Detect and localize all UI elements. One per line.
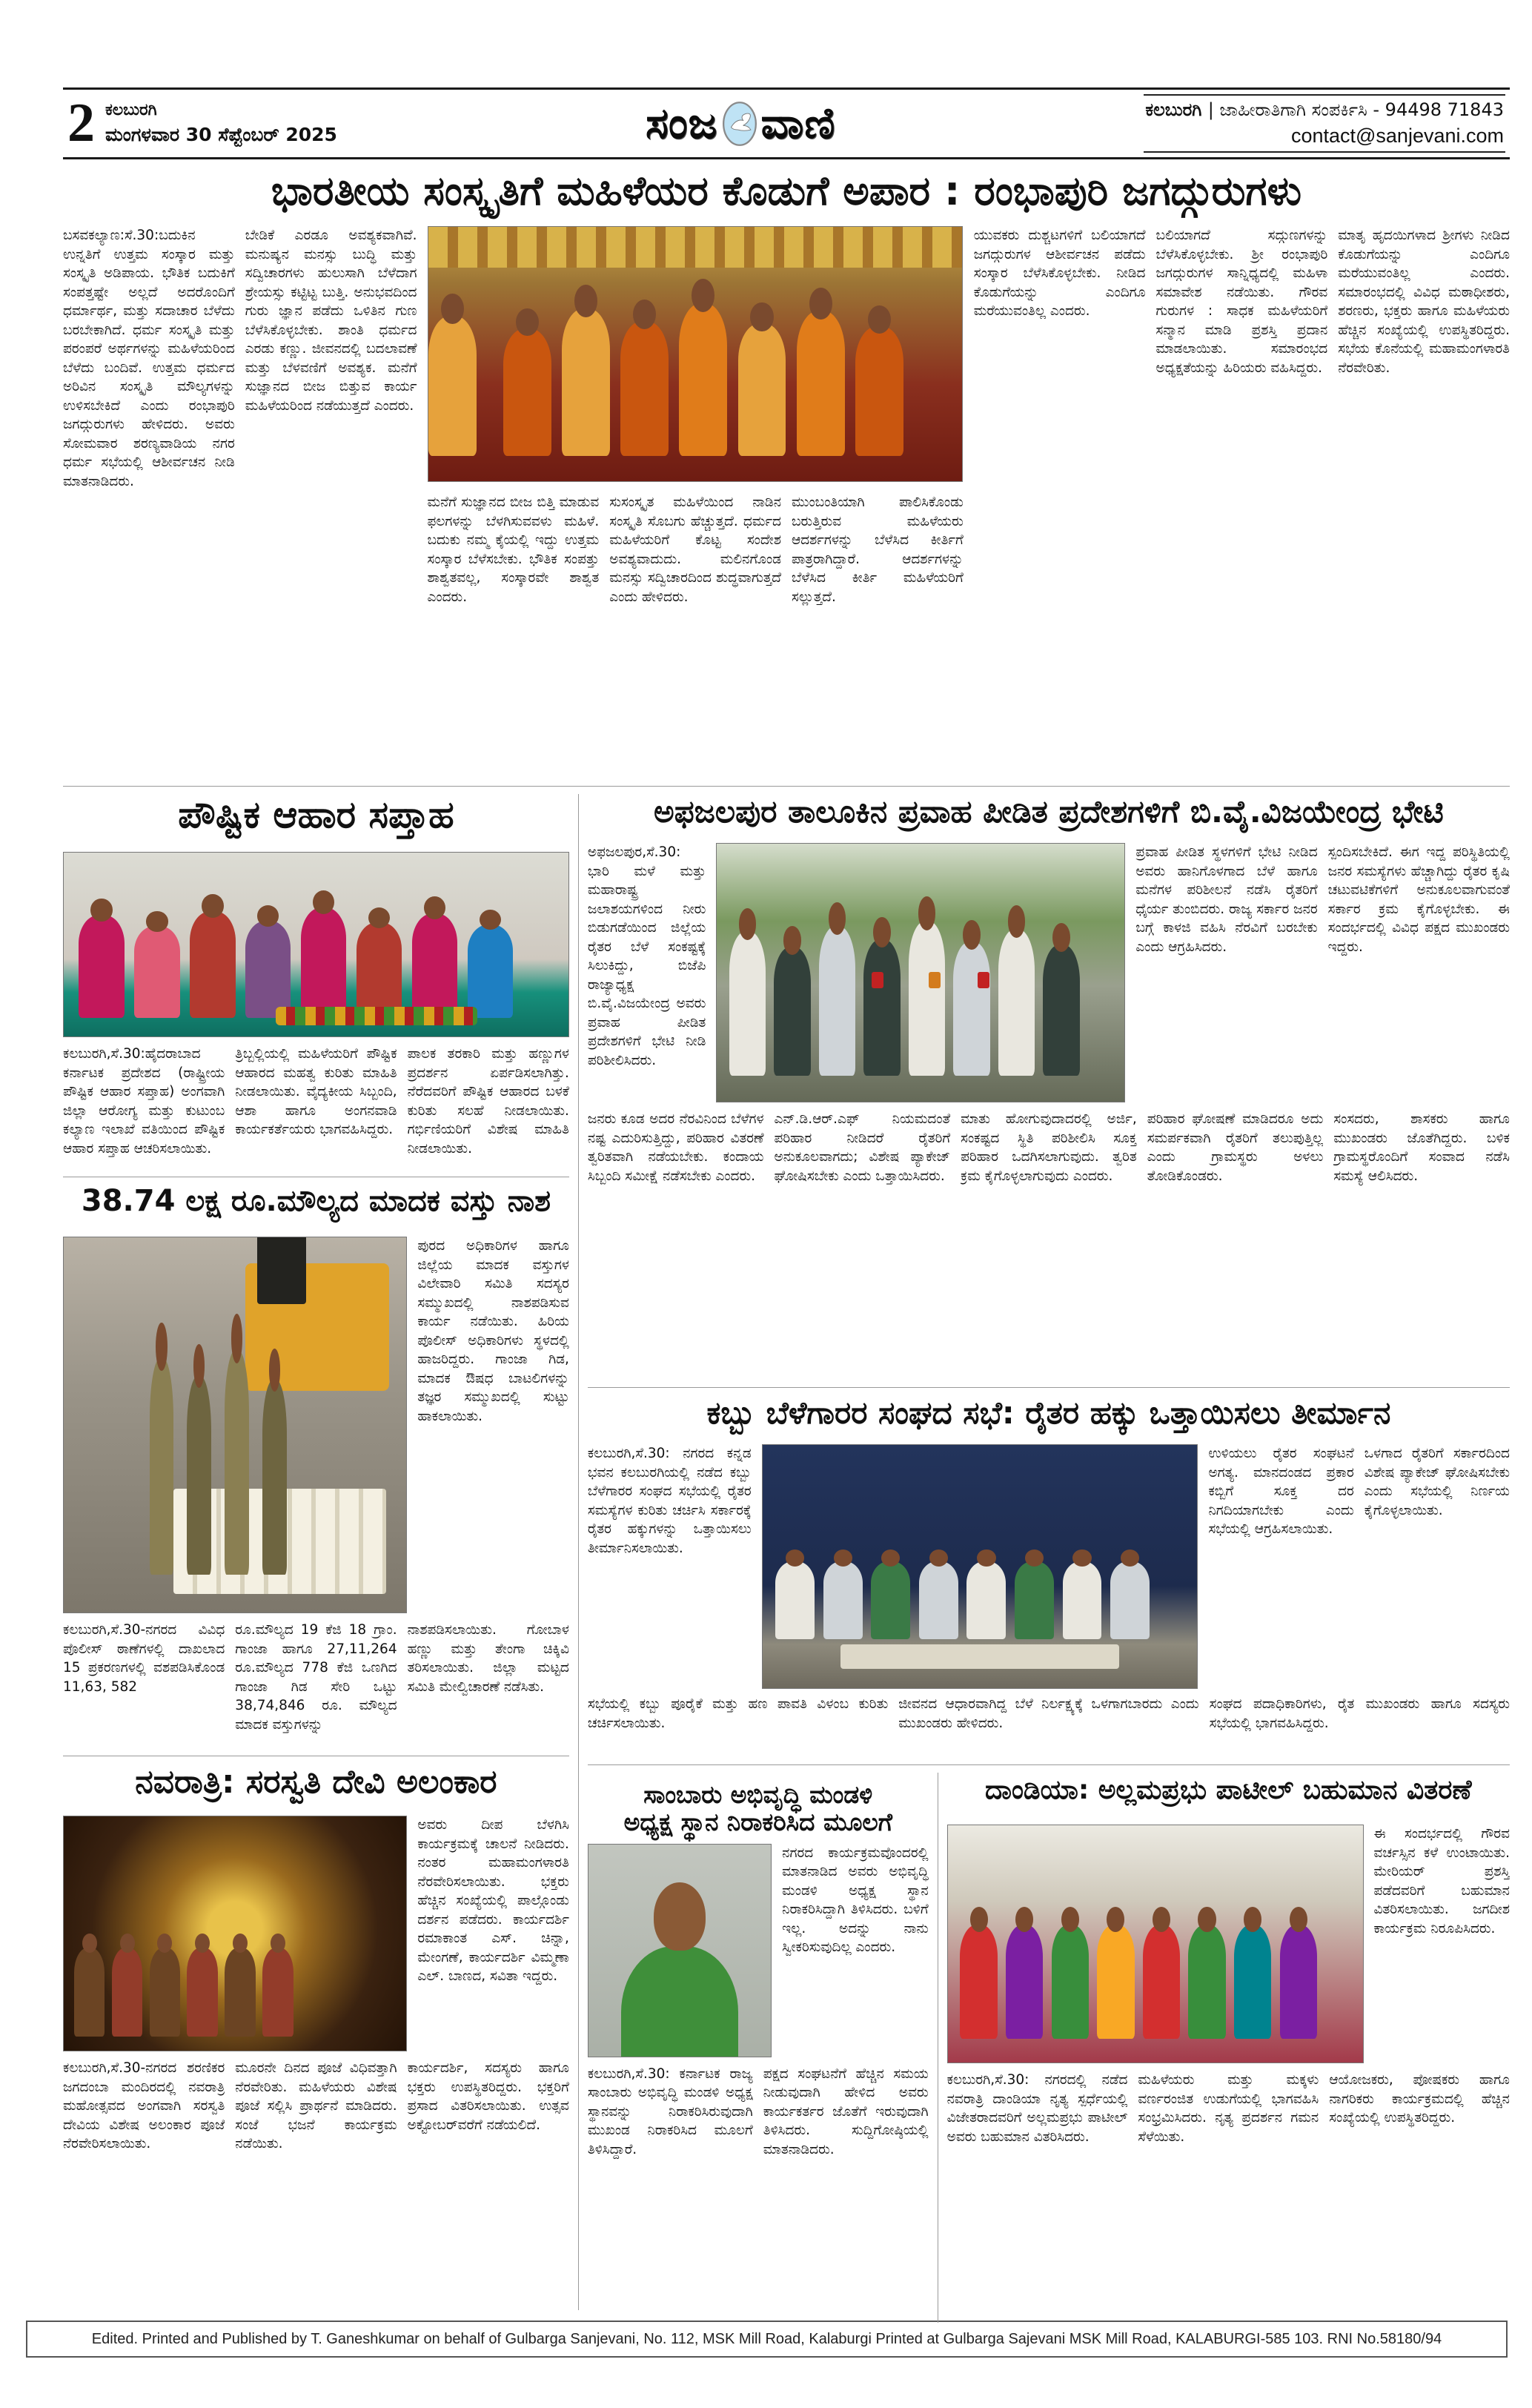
drugs-columns (63, 1621, 569, 1748)
article-column: ಬಸವಕಲ್ಯಾಣ:ಸೆ.30:ಬದುಕಿನ ಉನ್ನತಿಗೆ ಉತ್ತಮ ಸಂಸ್ಕಾರ ಮತ್ತು ಸಂಸ್ಕೃತಿ ಅಡಿಪಾಯ. ಭೌತಿಕ ಬದುಕಿಗೆ ಸಂಪತ್ತಷ್ಟೇ ಅಲ್ಲದೆ ಅದರೊಂದಿಗೆ ಧರ್ಮಾರ್ಥ, ಮತ್ತು ಸದಾಚಾರ ಬೆಳೆದು ಬರಬೇಕಾಗಿದೆ. ಧರ್ಮ ಸಂಸ್ಕೃತಿ ಮತ್ತು ಪರಂಪರೆ ಅರ್ಥಗಳನ್ನು ಮಹಿಳೆಯರಿಂದ ಬೆಳೆದು ಬಂದಿವೆ. ಉತ್ತಮ ಧರ್ಮದ ಅರಿವಿನ ಸಂಸ್ಕೃತಿ ಮೌಲ್ಯಗಳನ್ನು ಉಳಿಸಬೇಕಿದೆ ಎಂದು ರಂಭಾಪುರಿ ಜಗದ್ಗುರುಗಳು ಹೇಳಿದರು. ಅವರು ಸೋಮವಾರ ಶರಣ್ಯವಾಡಿಯ ನಗರ ಧರ್ಮ ಸಭೆಯಲ್ಲಿ ಆಶೀರ್ವಚನ ನೀಡಿ ಮಾತನಾಡಿದರು. (63, 228, 235, 489)
person-figure (503, 328, 551, 456)
drugs-photo (63, 1237, 407, 1613)
article-column: ಸಂಸದರು, ಶಾಸಕರು ಹಾಗೂ ಮುಖಂಡರು ಜೊತೆಗಿದ್ದರು. ಬಳಿಕ ಗ್ರಾಮಸ್ಥರೊಂದಿಗೆ ಸಂವಾದ ನಡೆಸಿ ಸಮಸ್ಯೆ ಆಲಿಸಿದರು. (1333, 1111, 1510, 1184)
flood-photo-row (588, 843, 1510, 1102)
article-column: ಕಲಬುರಗಿ,ಸೆ.30-ನಗರದ ವಿವಿಧ ಪೊಲೀಸ್ ಠಾಣೆಗಳಲ್ಲಿ ದಾಖಲಾದ 15 ಪ್ರಕರಣಗಳಲ್ಲಿ ವಶಪಡಿಸಿಕೊಂಡ 11,63, 582 (63, 1622, 225, 1695)
dancer-figure (1006, 1925, 1043, 2039)
article-column: ಮಾತೃ ಹೃದಯಿಗಳಾದ ಶ್ರೀಗಳು ನೀಡಿದ ಕೊಡುಗೆಯನ್ನು ಎಂದಿಗೂ ಮರೆಯುವಂತಿಲ್ಲ ಎಂದರು. ಸಮಾರಂಭದಲ್ಲಿ ವಿವಿಧ ಮಠಾಧೀಶರು, ಶರಣರು, ಭಕ್ತರು ಹಾಗೂ ಮಹಿಳೆಯರು ಹೆಚ್ಚಿನ ಸಂಖ್ಯೆಯಲ್ಲಿ ಉಪಸ್ಥಿತರಿದ್ದರು. ಸಭೆಯ ಕೊನೆಯಲ್ಲಿ ಮಹಾಮಂಗಳಾರತಿ ನೆರವೇರಿತು. (1338, 228, 1510, 376)
spice-columns (588, 2065, 929, 2277)
edition-date: ಮಂಗಳವಾರ 30 ಸೆಪ್ಟೆಂಬರ್ 2025 (105, 124, 337, 145)
dandiya-photo (947, 1825, 1364, 2063)
attendee-figure (871, 1561, 910, 1639)
section-divider (588, 1387, 1510, 1388)
navaratri-headline: ನವರಾತ್ರಿ: ಸರಸ್ವತಿ ದೇವಿ ಅಲಂಕಾರ (135, 1763, 497, 1801)
article-column: ಪಾಲಕ ತರಕಾರಿ ಮತ್ತು ಹಣ್ಣುಗಳ ಪ್ರದರ್ಶನ ಏರ್ಪಡಿಸಲಾಗಿತ್ತು. ನೆರೆದವರಿಗೆ ಪೌಷ್ಟಿಕ ಆಹಾರದ ಬಳಕೆ ಕುರಿತು ಸಲಹೆ ನೀಡಲಾಯಿತು. ಗರ್ಭಿಣಿಯರಿಗೆ ವಿಶೇಷ ಮಾಹಿತಿ ನೀಡಲಾಯಿತು. (407, 1046, 569, 1157)
page-header (63, 87, 1510, 159)
devotee-figure (150, 1948, 181, 2037)
person-figure (468, 924, 513, 1018)
devotee-figure (187, 1948, 218, 2037)
article-column: ಜನರು ಕೂಡ ಅದರ ನೆರವಿನಿಂದ ಬೆಳೆಗಳ ನಷ್ಟ ಎದುರಿಸುತ್ತಿದ್ದು, ಪರಿಹಾರ ವಿತರಣೆ ತ್ವರಿತವಾಗಿ ನಡೆಯಬೇಕು. ಕಂದಾಯ ಸಿಬ್ಬಂದಿ ಸಮೀಕ್ಷೆ ನಡೆಸಬೇಕು ಎಂದರು. (587, 1111, 764, 1184)
article-column: ಬಲಿಯಾಗದೆ ಸದ್ಗುಣಗಳನ್ನು ಬೆಳೆಸಿಕೊಳ್ಳಬೇಕು. ಶ್ರೀ ರಂಭಾಪುರಿ ಜಗದ್ಗುರುಗಳ ಸಾನ್ನಿಧ್ಯದಲ್ಲಿ ಮಹಿಳಾ ಸಮಾವೇಶ ನಡೆಯಿತು. ಗೌರವ ಗುರುಗಳ : ಸಾಧಕ ಮಹಿಳೆಯರಿಗೆ ಸನ್ಮಾನ ಮಾಡಿ ಪ್ರಶಸ್ತಿ ಪ್ರದಾನ ಮಾಡಲಾಯಿತು. ಸಮಾರಂಭದ ಅಧ್ಯಕ್ಷತೆಯನ್ನು ಹಿರಿಯರು ವಹಿಸಿದ್ದರು. (1155, 228, 1328, 376)
person-figure (134, 926, 179, 1018)
right-column-stack (578, 794, 1510, 2310)
article-column: ಸುಸಂಸ್ಕೃತ ಮಹಿಳೆಯಿಂದ ನಾಡಿನ ಸಂಸ್ಕೃತಿ ಸೊಬಗು ಹೆಚ್ಚುತ್ತದೆ. ಧರ್ಮದ ಮಹಿಳೆಯರಿಗೆ ಕೊಟ್ಟ ಸಂದೇಶ ಅವಶ್ಯವಾದುದು. ಮಲಿನಗೊಂಡ ಮನಸ್ಸು ಸದ್ವಿಚಾರದಿಂದ ಶುದ್ಧವಾಗುತ್ತದೆ ಎಂದು ಹೇಳಿದರು. (609, 494, 781, 605)
spice-photo-row (588, 1844, 929, 2057)
article-column: ಸಂಘದ ಪದಾಧಿಕಾರಿಗಳು, ರೈತ ಮುಖಂಡರು ಹಾಗೂ ಸದಸ್ಯರು ಸಭೆಯಲ್ಲಿ ಭಾಗವಹಿಸಿದ್ದರು. (1209, 1696, 1510, 1731)
nutrition-columns (63, 1045, 569, 1169)
leader-figure (909, 921, 946, 1076)
nutrition-photo (63, 852, 569, 1037)
portrait-figure (621, 1946, 738, 2057)
sugarcane-columns (588, 1695, 1510, 1757)
jcb-excavator (245, 1263, 389, 1391)
left-column-stack (63, 794, 578, 2310)
attendee-figure (775, 1561, 815, 1639)
dancer-figure (960, 1925, 997, 2039)
nutrition-article (63, 794, 569, 1169)
article-column: ಮಹಿಳೆಯರು ಮತ್ತು ಮಕ್ಕಳು ವರ್ಣರಂಜಿತ ಉಡುಗೆಯಲ್ಲಿ ಭಾಗವಹಿಸಿ ಸಂಭ್ರಮಿಸಿದರು. ನೃತ್ಯ ಪ್ರದರ್ಶನ ಗಮನ ಸೆಳೆಯಿತು. (1138, 2072, 1319, 2145)
dancer-figure (1280, 1925, 1317, 2039)
bottom-right-band (588, 1773, 1510, 2323)
microphone-icon (872, 972, 883, 988)
person-figure (190, 911, 235, 1018)
devotee-figure (225, 1948, 256, 2037)
sugarcane-headline: ಕಬ್ಬು ಬೆಳೆಗಾರರ ಸಂಘದ ಸಭೆ: ರೈತರ ಹಕ್ಕು ಒತ್ತಾಯಿಸಲು ತೀರ್ಮಾನ (706, 1395, 1391, 1431)
attendee-figure (823, 1561, 863, 1639)
vegetable-table (276, 1007, 477, 1025)
article-column: ಸ್ಪಂದಿಸಬೇಕಿದೆ. ಈಗ ಇದ್ದ ಪರಿಸ್ಥಿತಿಯಲ್ಲಿ ಜನರ ಸಮಸ್ಯೆಗಳು ಹೆಚ್ಚಾಗಿದ್ದು ರೈತರ ಕೃಷಿ ಚಟುವಟಿಕೆಗಳಿಗೆ ಅನುಕೂಲವಾಗುವಂತೆ ಸರ್ಕಾರ ಕ್ರಮ ಕೈಗೊಳ್ಳಬೇಕು. ಈ ಸಂದರ್ಭದಲ್ಲಿ ವಿವಿಧ ಪಕ್ಷದ ಮುಖಂಡರು ಇದ್ದರು. (1327, 844, 1510, 955)
person-figure (412, 913, 457, 1018)
drugs-photo-row (63, 1237, 569, 1613)
article-column: ಮಾತು ಹೋಗುವುದಾದರಲ್ಲಿ ಅರ್ಜಿ, ಸಂಕಷ್ಟದ ಸ್ಥಿತಿ ಪರಿಶೀಲಿಸಿ ಸೂಕ್ತ ಪರಿಹಾರ ಒದಗಿಸಲಾಗುವುದು. ತ್ವರಿತ ಕ್ರಮ ಕೈಗೊಳ್ಳಲಾಗುವುದು ಎಂದರು. (961, 1111, 1137, 1184)
spice-board-article (588, 1773, 938, 2323)
person-figure (562, 308, 610, 456)
navaratri-columns (63, 2059, 569, 2281)
article-column: ಯುವಕರು ದುಶ್ಚಟಗಳಿಗೆ ಬಲಿಯಾಗದೆ ಜಗದ್ಗುರುಗಳ ಆಶೀರ್ವಚನ ಪಡೆದು ಸಂಸ್ಕಾರ ಬೆಳೆಸಿಕೊಳ್ಳಬೇಕು. ನೀಡಿದ ಕೊಡುಗೆಯನ್ನು ಎಂದಿಗೂ ಮರೆಯುವಂತಿಲ್ಲ ಎಂದರು. (973, 228, 1146, 320)
navaratri-photo (63, 1816, 407, 2051)
article-column: ಸಭೆಯಲ್ಲಿ ಕಬ್ಬು ಪೂರೈಕೆ ಮತ್ತು ಹಣ ಪಾವತಿ ವಿಳಂಬ ಕುರಿತು ಚರ್ಚಿಸಲಾಯಿತು. (587, 1696, 889, 1731)
advert-contact: ಜಾಹೀರಾತಿಗಾಗಿ ಸಂಪರ್ಕಿಸಿ - 94498 71843 (1219, 99, 1504, 120)
devotee-figure (262, 1948, 294, 2037)
leader-figure (998, 929, 1035, 1076)
person-figure (620, 321, 669, 456)
article-column: ಪ್ರವಾಹ ಪೀಡಿತ ಸ್ಥಳಗಳಿಗೆ ಭೇಟಿ ನೀಡಿದ ಅವರು ಹಾನಿಗೊಳಗಾದ ಬೆಳೆ ಹಾಗೂ ಮನೆಗಳ ಪರಿಶೀಲನೆ ನಡೆಸಿ ರೈತರಿಗೆ ಧೈರ್ಯ ತುಂಬಿದರು. ರಾಜ್ಯ ಸರ್ಕಾರ ಜನರ ಬಗ್ಗೆ ಕಾಳಜಿ ವಹಿಸಿ ನೆರವಿಗೆ ಬರಬೇಕು ಎಂದು ಆಗ್ರಹಿಸಿದರು. (1135, 844, 1318, 955)
leader-figure (729, 931, 766, 1076)
person-figure (428, 316, 477, 456)
attendee-figure (966, 1561, 1006, 1639)
masthead (646, 93, 835, 154)
police-figure (150, 1357, 173, 1575)
article-column: ಪರಿಹಾರ ಘೋಷಣೆ ಮಾಡಿದರೂ ಅದು ಸಮರ್ಪಕವಾಗಿ ರೈತರಿಗೆ ತಲುಪುತ್ತಿಲ್ಲ ಎಂದು ಗ್ರಾಮಸ್ಥರು ಅಳಲು ತೋಡಿಕೊಂಡರು. (1147, 1111, 1324, 1184)
article-column: ಕಾರ್ಯದರ್ಶಿ, ಸದಸ್ಯರು ಹಾಗೂ ಭಕ್ತರು ಉಪಸ್ಥಿತರಿದ್ದರು. ಭಕ್ತರಿಗೆ ಪ್ರಸಾದ ವಿತರಿಸಲಾಯಿತು. ಉತ್ಸವ ಅಕ್ಟೋಬರ್‌ವರೆಗೆ ನಡೆಯಲಿದೆ. (407, 2060, 569, 2133)
dandiya-headline: ದಾಂಡಿಯಾ: ಅಲ್ಲಮಪ್ರಭು ಪಾಟೀಲ್ ಬಹುಮಾನ ವಿತರಣೆ (985, 1775, 1472, 1805)
attendee-figure (1063, 1561, 1102, 1639)
navaratri-photo-row (63, 1816, 569, 2051)
person-figure (679, 303, 727, 456)
article-column: ತ್ರಿಬ್ಬಲ್ಲಿಯಲ್ಲಿ ಮಹಿಳೆಯರಿಗೆ ಪೌಷ್ಟಿಕ ಆಹಾರದ ಮಹತ್ವ ಕುರಿತು ಮಾಹಿತಿ ನೀಡಲಾಯಿತು. ವೈದ್ಯಕೀಯ ಸಿಬ್ಬಂದಿ, ಆಶಾ ಹಾಗೂ ಅಂಗನವಾಡಿ ಕಾರ್ಯಕರ್ತೆಯರು ಭಾಗವಹಿಸಿದ್ದರು. (235, 1046, 397, 1138)
sugarcane-photo (762, 1444, 1198, 1689)
dancer-figure (1143, 1925, 1180, 2039)
devotee-figure (74, 1948, 105, 2037)
drugs-article (63, 1185, 569, 1748)
article-column: ಕಲಬುರಗಿ,ಸೆ.30: ನಗರದಲ್ಲಿ ನಡೆದ ನವರಾತ್ರಿ ದಾಂಡಿಯಾ ನೃತ್ಯ ಸ್ಪರ್ಧೆಯಲ್ಲಿ ವಿಜೇತರಾದವರಿಗೆ ಅಲ್ಲಮಪ್ರಭು ಪಾಟೀಲ್ ಅವರು ಬಹುಮಾನ ವಿತರಿಸಿದರು. (946, 2072, 1128, 2145)
article-column: ಕಲಬುರಗಿ,ಸೆ.30-ನಗರದ ಶರಣಿಕರ ಜಗದಂಬಾ ಮಂದಿರದಲ್ಲಿ ನವರಾತ್ರಿ ಮಹೋತ್ಸವದ ಅಂಗವಾಗಿ ಸರಸ್ವತಿ ದೇವಿಯ ವಿಶೇಷ ಅಲಂಕಾರ ಪೂಜೆ ನೆರವೇರಿಸಲಾಯಿತು. (63, 2060, 225, 2152)
article-column: ಕಲಬುರಗಿ,ಸೆ.30:ಹೈದರಾಬಾದ ಕರ್ನಾಟಕ ಪ್ರದೇಶದ (ರಾಷ್ಟ್ರೀಯ ಪೌಷ್ಟಿಕ ಆಹಾರ ಸಪ್ತಾಹ) ಅಂಗವಾಗಿ ಜಿಲ್ಲಾ ಆರೋಗ್ಯ ಮತ್ತು ಕುಟುಂಬ ಕಲ್ಯಾಣ ಇಲಾಖೆ ವತಿಯಿಂದ ಪೌಷ್ಟಿಕ ಆಹಾರ ಸಪ್ತಾಹ ಆಚರಿಸಲಾಯಿತು. (63, 1046, 225, 1157)
page-number: 2 (67, 93, 95, 154)
article-column: ರೂ.ಮೌಲ್ಯದ 19 ಕೆಜಿ 18 ಗ್ರಾಂ. ಗಾಂಜಾ ಹಾಗೂ 27,11,264 ರೂ.ಮೌಲ್ಯದ 778 ಕೆಜಿ ಒಣಗಿದ ಗಾಂಜಾ ಗಿಡ ಸೇರಿ ಒಟ್ಟು 38,74,846 ರೂ. ಮೌಲ್ಯದ ಮಾದಕ ವಸ್ತುಗಳನ್ನು (235, 1622, 397, 1733)
person-figure (357, 922, 402, 1018)
spice-board-headline (588, 1782, 929, 1836)
edition-block (105, 101, 337, 146)
masthead-right-text: ವಾಣಿ (760, 98, 836, 148)
imprint-footer (26, 2321, 1508, 2358)
devotee-figure (112, 1948, 143, 2037)
spice-headline-line1: ಸಾಂಬಾರು ಅಭಿವೃದ್ಧಿ ಮಂಡಳಿ (643, 1780, 873, 1809)
navaratri-article (63, 1764, 569, 2281)
dancer-figure (1097, 1925, 1134, 2039)
dancer-figure (1052, 1925, 1089, 2039)
article-column: ಈ ಸಂದರ್ಭದಲ್ಲಿ ಗೌರವ ವರ್ಚಸ್ಸಿನ ಕಳೆ ಉಂಟಾಯಿತು. ಮೇರಿಯರ್ ಪ್ರಶಸ್ತಿ ಪಡೆದವರಿಗೆ ಬಹುಮಾನ ವಿತರಿಸಲಾಯಿತು. ಜಗದೀಶ ಕಾರ್ಯಕ್ರಮ ನಿರೂಪಿಸಿದರು. (1373, 1826, 1510, 1936)
police-figure (187, 1376, 210, 1575)
leader-figure (953, 942, 990, 1076)
nutrition-headline: ಪೌಷ್ಟಿಕ ಆಹಾರ ಸಪ್ತಾಹ (178, 793, 454, 836)
flood-article (588, 794, 1510, 1380)
lead-photo (428, 226, 963, 482)
header-contact (1144, 94, 1505, 153)
article-column: ಅಫಜಲಪುರ,ಸೆ.30: ಭಾರಿ ಮಳೆ ಮತ್ತು ಮಹಾರಾಷ್ಟ್ರ ಜಲಾಶಯಗಳಿಂದ ನೀರು ಬಿಡುಗಡೆಯಿಂದ ಜಿಲ್ಲೆಯ ರೈತರ ಬೆಳೆ ಸಂಕಷ್ಟಕ್ಕೆ ಸಿಲುಕಿದ್ದು, ಬಿಜೆಪಿ ರಾಜ್ಯಾಧ್ಯಕ್ಷ ಬಿ.ವೈ.ವಿಜಯೇಂದ್ರ ಅವರು ಪ್ರವಾಹ ಪೀಡಿತ ಪ್ರದೇಶಗಳಿಗೆ ಭೇಟಿ ನೀಡಿ ಪರಿಶೀಲಿಸಿದರು. (587, 844, 706, 1068)
attendee-figure (919, 1561, 958, 1639)
drugs-headline: 38.74 ಲಕ್ಷ ರೂ.ಮೌಲ್ಯದ ಮಾದಕ ವಸ್ತು ನಾಶ (81, 1184, 551, 1218)
header-left (67, 93, 337, 154)
imprint-text: Edited. Printed and Published by T. Ganeshkumar on behalf of Gulbarga Sanjevani, No. 112, MSK Mill Road, Kalaburgi Printed at Gulbarga Sajevani MSK Mill Road, KALABURGI-585 103. RNI No.58180/94 (91, 2330, 1442, 2347)
spice-headline-line2: ಅಧ್ಯಕ್ಷ ಸ್ಥಾನ ನಿರಾಕರಿಸಿದ ಮೂಲಗೆ (623, 1807, 892, 1836)
article-column: ಎನ್.ಡಿ.ಆರ್.ಎಫ್ ನಿಯಮದಂತೆ ಪರಿಹಾರ ನೀಡಿದರೆ ರೈತರಿಗೆ ಅನುಕೂಲವಾಗದು; ವಿಶೇಷ ಪ್ಯಾಕೇಜ್ ಘೋಷಿಸಬೇಕು ಎಂದು ಒತ್ತಾಯಿಸಿದರು. (774, 1111, 951, 1184)
section-divider (588, 1764, 1510, 1765)
article-column: ಮೂರನೇ ದಿನದ ಪೂಜೆ ವಿಧಿವತ್ತಾಗಿ ನೆರವೇರಿತು. ಮಹಿಳೆಯರು ವಿಶೇಷ ಪೂಜೆ ಸಲ್ಲಿಸಿ ಪ್ರಾರ್ಥನೆ ಮಾಡಿದರು. ಸಂಜೆ ಭಜನೆ ಕಾರ್ಯಕ್ರಮ ನಡೆಯಿತು. (235, 2060, 397, 2152)
article-column: ಕಲಬುರಗಿ,ಸೆ.30: ಕರ್ನಾಟಕ ರಾಜ್ಯ ಸಾಂಬಾರು ಅಭಿವೃದ್ಧಿ ಮಂಡಳಿ ಅಧ್ಯಕ್ಷ ಸ್ಥಾನವನ್ನು ನಿರಾಕರಿಸಿರುವುದಾಗಿ ಮುಖಂಡ ನಿರಾಕರಿಸಿದ ಮೂಲಗೆ ತಿಳಿಸಿದ್ದಾರೆ. (587, 2065, 753, 2157)
person-figure (797, 311, 845, 456)
stage-backdrop (428, 227, 962, 268)
dandiya-columns (947, 2071, 1510, 2290)
person-figure (738, 323, 786, 455)
contact-city: ಕಲಬುರಗಿ (1145, 99, 1202, 120)
sugarcane-photo-row (588, 1444, 1510, 1689)
article-column: ಮನೆಗೆ ಸುಜ್ಞಾನದ ಬೀಜ ಬಿತ್ತಿ ಮಾಡುವ ಫಲಗಳನ್ನು ಬೆಳಗಿಸುವವಳು ಮಹಿಳೆ. ಬದುಕು ನಮ್ಮ ಕೈಯಲ್ಲಿ ಇದ್ದು ಉತ್ತಮ ಸಂಸ್ಕಾರ ಬೆಳೆಸಬೇಕು. ಭೌತಿಕ ಸಂಪತ್ತು ಶಾಶ್ವತವಲ್ಲ, ಸಂಸ್ಕಾರವೇ ಶಾಶ್ವತ ಎಂದರು. (427, 494, 600, 605)
article-column: ನಾಶಪಡಿಸಲಾಯಿತು. ಗೋಬಾಳ ಹಣ್ಣು ಮತ್ತು ತೇಂಗಾ ಚಿಕ್ಕಿವಿ ತರಿಸಲಾಯಿತು. ಜಿಲ್ಲಾ ಮಟ್ಟದ ಸಮಿತಿ ಮೇಲ್ವಿಚಾರಣೆ ನಡೆಸಿತು. (407, 1622, 569, 1695)
main-grid (63, 794, 1510, 2310)
dancer-figure (1188, 1925, 1225, 2039)
person-figure (301, 907, 346, 1018)
lead-headline: ಭಾರತೀಯ ಸಂಸ್ಕೃತಿಗೆ ಮಹಿಳೆಯರ ಕೊಡುಗೆ ಅಪಾರ : ರಂಭಾಪುರಿ ಜಗದ್ಗುರುಗಳು (271, 168, 1302, 215)
lead-article (63, 226, 1510, 778)
masthead-left-text: ಸಂಜ (646, 98, 718, 148)
contact-email: contact@sanjevani.com (1290, 125, 1504, 147)
article-column: ಜೀವನದ ಆಧಾರವಾಗಿದ್ದ ಬೆಳೆ ನಿರ್ಲಕ್ಷ್ಯಕ್ಕೆ ಒಳಗಾಗಬಾರದು ಎಂದು ಮುಖಂಡರು ಹೇಳಿದರು. (898, 1696, 1199, 1731)
dandiya-photo-row (947, 1825, 1510, 2063)
article-column: ಮುಂಬಂತಿಯಾಗಿ ಪಾಲಿಸಿಕೊಂಡು ಬರುತ್ತಿರುವ ಮಹಿಳೆಯರು ಆದರ್ಶಗಳನ್ನು ಬೆಳೆಸಿದ ಕೀರ್ತಿಗೆ ಪಾತ್ರರಾಗಿದ್ದಾರೆ. ಆದರ್ಶಗಳನ್ನು ಬೆಳೆಸಿದ ಕೀರ್ತಿ ಮಹಿಳೆಯರಿಗೆ ಸಲ್ಲುತ್ತದೆ. (792, 494, 964, 605)
dancer-figure (1234, 1925, 1271, 2039)
flood-columns (588, 1110, 1510, 1380)
dove-logo-icon (723, 102, 757, 146)
sugarcane-article (588, 1395, 1510, 1757)
police-figure (225, 1350, 248, 1575)
spice-board-portrait-photo (588, 1844, 772, 2057)
article-column: ಪುರದ ಅಧಿಕಾರಿಗಳ ಹಾಗೂ ಜಿಲ್ಲೆಯ ಮಾದಕ ವಸ್ತುಗಳ ವಿಲೇವಾರಿ ಸಮಿತಿ ಸದಸ್ಯರ ಸಮ್ಮುಖದಲ್ಲಿ ನಾಶಪಡಿಸುವ ಕಾರ್ಯ ನಡೆಯಿತು. ಹಿರಿಯ ಪೊಲೀಸ್ ಅಧಿಕಾರಿಗಳು ಸ್ಥಳದಲ್ಲಿ ಹಾಜರಿದ್ದರು. ಗಾಂಜಾ ಗಿಡ, ಮಾದಕ ಔಷಧ ಬಾಟಲಿಗಳನ್ನು ತಜ್ಞರ ಸಮ್ಮುಖದಲ್ಲಿ ಸುಟ್ಟು ಹಾಕಲಾಯಿತು. (417, 1238, 569, 1424)
article-column: ಉಳಿಯಲು ರೈತರ ಸಂಘಟನೆ ಅಗತ್ಯ. ಮಾನದಂಡದ ಪ್ರಕಾರ ಕಬ್ಬಿಗೆ ಸೂಕ್ತ ದರ ನಿಗದಿಯಾಗಬೇಕು ಎಂದು ಸಭೆಯಲ್ಲಿ ಆಗ್ರಹಿಸಲಾಯಿತು. (1208, 1446, 1354, 1538)
flood-photo (716, 843, 1125, 1102)
leader-figure (774, 947, 811, 1076)
meeting-table (840, 1644, 1119, 1669)
leader-figure (819, 926, 856, 1076)
article-column: ಪಕ್ಷದ ಸಂಘಟನೆಗೆ ಹೆಚ್ಚಿನ ಸಮಯ ನೀಡುವುದಾಗಿ ಹೇಳಿದ ಅವರು ಕಾರ್ಯಕರ್ತರ ಜೊತೆಗೆ ಇರುವುದಾಗಿ ತಿಳಿಸಿದರು. ಸುದ್ದಿಗೋಷ್ಠಿಯಲ್ಲಿ ಮಾತನಾಡಿದರು. (763, 2065, 929, 2157)
dandiya-article (938, 1773, 1510, 2323)
person-figure (245, 921, 291, 1018)
person-figure (79, 915, 124, 1018)
article-column: ಆಯೋಜಕರು, ಪೋಷಕರು ಹಾಗೂ ನಾಗರಿಕರು ಕಾರ್ಯಕ್ರಮದಲ್ಲಿ ಹೆಚ್ಚಿನ ಸಂಖ್ಯೆಯಲ್ಲಿ ಉಪಸ್ಥಿತರಿದ್ದರು. (1329, 2072, 1510, 2126)
leader-figure (1043, 945, 1080, 1076)
person-figure (855, 326, 903, 456)
article-column: ಅವರು ದೀಪ ಬೆಳಗಿಸಿ ಕಾರ್ಯಕ್ರಮಕ್ಕೆ ಚಾಲನೆ ನೀಡಿದರು. ನಂತರ ಮಹಾಮಂಗಳಾರತಿ ನೆರವೇರಿಸಲಾಯಿತು. ಭಕ್ತರು ಹೆಚ್ಚಿನ ಸಂಖ್ಯೆಯಲ್ಲಿ ಪಾಲ್ಗೊಂಡು ದರ್ಶನ ಪಡೆದರು. ಕಾರ್ಯದರ್ಶಿ ರಮಾಕಾಂತ ಎಸ್. ಚಿನ್ನಾ, ಮೇಂಗಣೆ, ಕಾರ್ಯದರ್ಶಿ ವಿಮ್ಮಣಾ ಎಲ್. ಬಾಣದ, ಸವಿತಾ ಇದ್ದರು. (417, 1817, 569, 1985)
article-column: ಕಲಬುರಗಿ,ಸೆ.30: ನಗರದ ಕನ್ನಡ ಭವನ ಕಲಬುರಗಿಯಲ್ಲಿ ನಡೆದ ಕಬ್ಬು ಬೆಳೆಗಾರರ ಸಂಘದ ಸಭೆಯಲ್ಲಿ ರೈತರ ಸಮಸ್ಯೆಗಳ ಕುರಿತು ಚರ್ಚಿಸಿ ಸರ್ಕಾರಕ್ಕೆ ರೈತರ ಹಕ್ಕುಗಳನ್ನು ಒತ್ತಾಯಿಸಲು ತೀರ್ಮಾನಿಸಲಾಯಿತು. (587, 1446, 752, 1556)
microphone-icon (978, 972, 989, 988)
article-column: ಬೇಡಿಕೆ ಎರಡೂ ಅವಶ್ಯಕವಾಗಿವೆ. ಮನುಷ್ಯನ ಮನಸ್ಸು ಬುದ್ಧಿ ಮತ್ತು ಸದ್ವಿಚಾರಗಳು ಹುಲುಸಾಗಿ ಬೆಳೆದಾಗ ಶ್ರೇಯಸ್ಸು ಕಟ್ಟಿಟ್ಟ ಬುತ್ತಿ. ಅನುಭವದಿಂದ ಗುರು ಜ್ಞಾನ ಪಡೆದು ಒಳಿತಿನ ಗುಣ ಬೆಳೆಸಿಕೊಳ್ಳಬೇಕು. ಶಾಂತಿ ಧರ್ಮದ ಎರಡು ಕಣ್ಣು. ಜೀವನದಲ್ಲಿ ಬದಲಾವಣೆ ಮತ್ತು ಬೆಳವಣಿಗೆ ಅವಶ್ಯಕ. ಮನೆಗೆ ಸುಜ್ಞಾನದ ಬೀಜ ಬಿತ್ತುವ ಕಾರ್ಯ ಮಹಿಳೆಯರಿಂದ ನಡೆಯುತ್ತದೆ ಎಂದರು. (245, 228, 417, 414)
edition-city: ಕಲಬುರಗಿ (105, 101, 157, 119)
attendee-figure (1015, 1561, 1054, 1639)
article-column: ಒಳಗಾದ ರೈತರಿಗೆ ಸರ್ಕಾರದಿಂದ ವಿಶೇಷ ಪ್ಯಾಕೇಜ್ ಘೋಷಿಸಬೇಕು ಎಂದು ಸಭೆಯಲ್ಲಿ ನಿರ್ಣಯ ಕೈಗೊಳ್ಳಲಾಯಿತು. (1364, 1446, 1510, 1518)
contact-text: | (1207, 99, 1220, 120)
flood-headline: ಅಫಜಲಪುರ ತಾಲೂಕಿನ ಪ್ರವಾಹ ಪೀಡಿತ ಪ್ರದೇಶಗಳಿಗೆ ಬಿ.ವೈ.ವಿಜಯೇಂದ್ರ ಭೇಟಿ (654, 793, 1444, 830)
leader-figure (863, 939, 901, 1076)
police-figure (262, 1380, 286, 1575)
microphone-icon (929, 972, 941, 988)
article-column: ನಗರದ ಕಾರ್ಯಕ್ರಮವೊಂದರಲ್ಲಿ ಮಾತನಾಡಿದ ಅವರು ಅಭಿವೃದ್ಧಿ ಮಂಡಳಿ ಅಧ್ಯಕ್ಷ ಸ್ಥಾನ ನಿರಾಕರಿಸಿದ್ದಾಗಿ ತಿಳಿಸಿದರು. ಬಳಿಗೆ ಇಲ್ಲ. ಅದನ್ನು ನಾನು ಸ್ವೀಕರಿಸುವುದಿಲ್ಲ ಎಂದರು. (782, 1845, 929, 1956)
section-divider (63, 786, 1510, 787)
attendee-figure (1110, 1561, 1150, 1639)
contact-line (1145, 99, 1504, 120)
